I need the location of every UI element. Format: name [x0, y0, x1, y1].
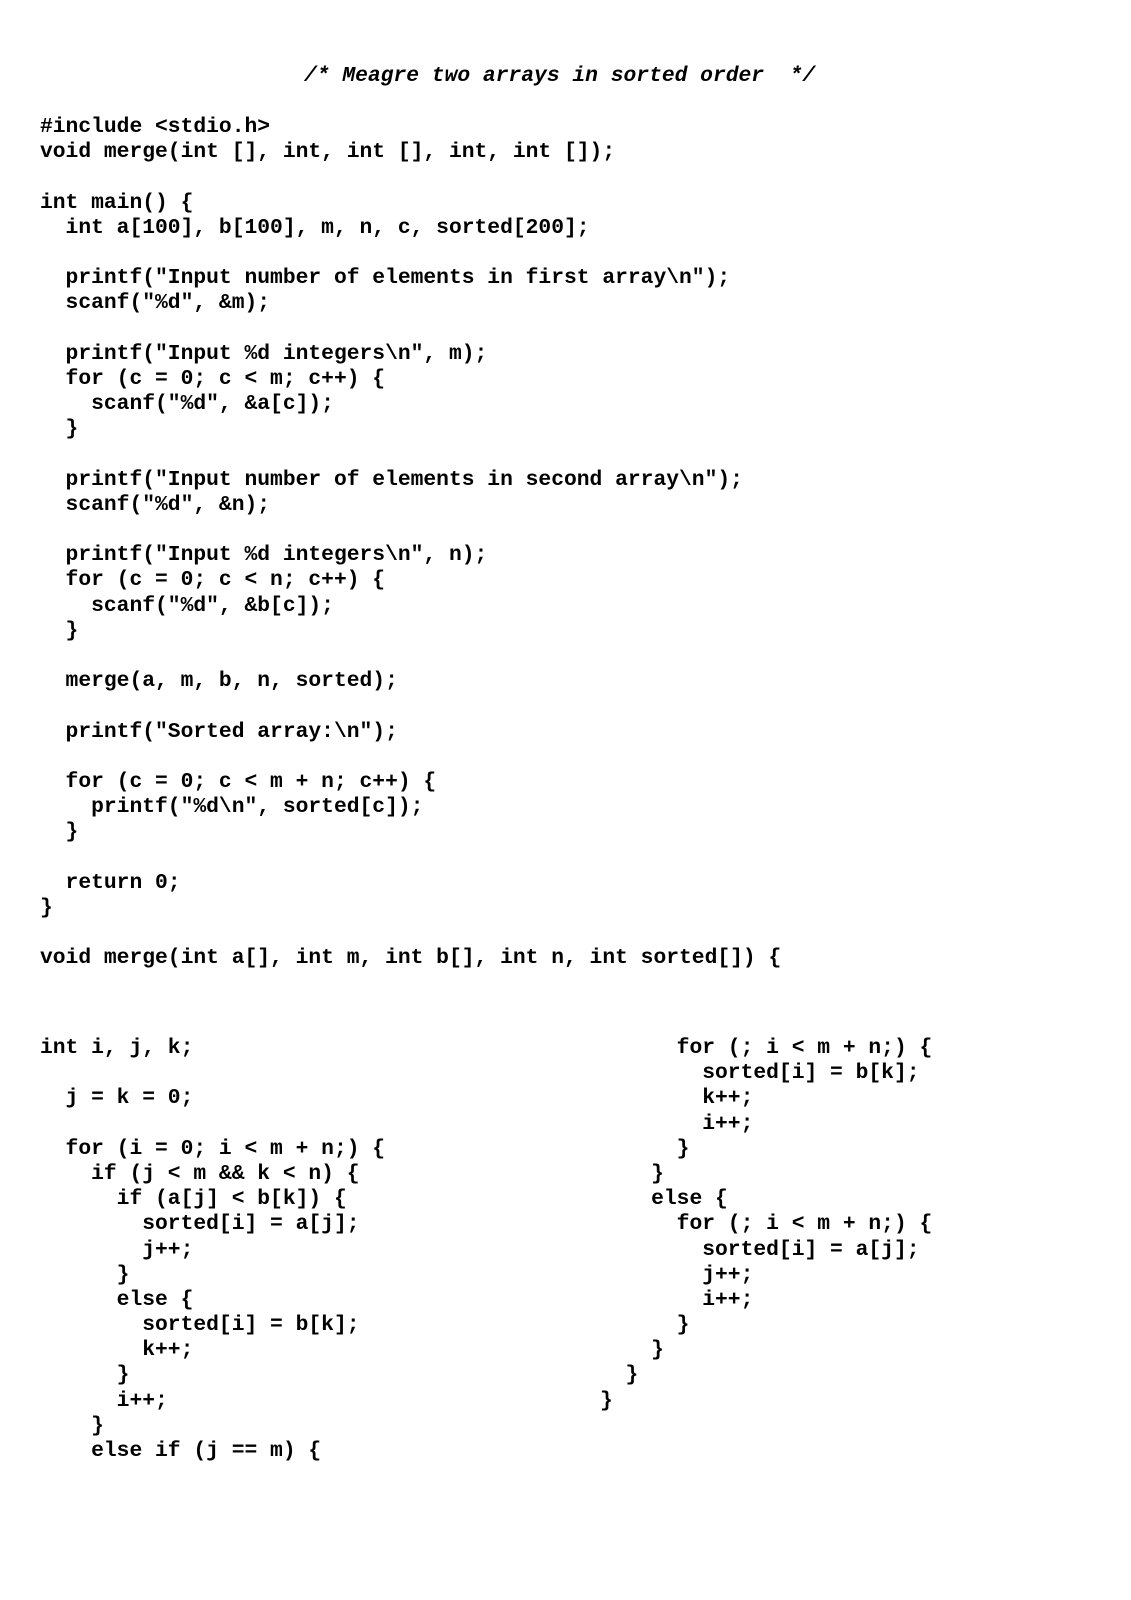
code-line: }	[600, 1388, 613, 1413]
code-line: }	[40, 1262, 130, 1287]
code-line: sorted[i] = b[k];	[40, 1313, 360, 1338]
code-line	[40, 644, 781, 669]
code-line: printf("Input %d integers\n", n);	[40, 543, 488, 568]
code-line	[40, 442, 781, 467]
code-line	[40, 921, 781, 946]
code-line	[40, 518, 781, 543]
code-line: j = k = 0;	[40, 1086, 194, 1111]
code-line: printf("Input %d integers\n", m);	[40, 341, 488, 366]
code-line: sorted[i] = b[k];	[600, 1061, 920, 1086]
code-line: }	[600, 1161, 664, 1186]
code-line: }	[600, 1136, 690, 1161]
code-line: scanf("%d", &a[c]);	[40, 392, 334, 417]
code-line: j++;	[600, 1262, 754, 1287]
code-line: i++;	[40, 1388, 168, 1413]
code-line: int main() {	[40, 190, 194, 215]
code-line: void merge(int [], int, int [], int, int []);	[40, 140, 616, 165]
code-line	[40, 1061, 385, 1086]
code-line: scanf("%d", &n);	[40, 492, 271, 517]
code-line: sorted[i] = a[j];	[600, 1237, 920, 1262]
code-line: printf("%d\n", sorted[c]);	[40, 795, 424, 820]
code-line: }	[600, 1338, 664, 1363]
code-line: j++;	[40, 1237, 194, 1262]
code-line: sorted[i] = a[j];	[40, 1212, 360, 1237]
code-line: else {	[40, 1287, 194, 1312]
code-line: }	[40, 1363, 130, 1388]
code-line: }	[40, 1413, 104, 1438]
code-line: }	[40, 820, 79, 845]
code-line: }	[40, 618, 79, 643]
code-line	[40, 1112, 385, 1137]
code-line: void merge(int a[], int m, int b[], int n, int sorted[]) {	[40, 946, 782, 971]
code-line: }	[40, 895, 53, 920]
code-line	[40, 694, 781, 719]
code-line: k++;	[600, 1086, 754, 1111]
code-block-merge-right	[600, 1036, 932, 1414]
code-line: for (c = 0; c < m; c++) {	[40, 366, 386, 391]
code-line: return 0;	[40, 870, 181, 895]
code-line: printf("Sorted array:\n");	[40, 719, 398, 744]
code-line: }	[600, 1363, 639, 1388]
code-line	[40, 317, 781, 342]
code-line: else {	[600, 1187, 728, 1212]
code-line: int i, j, k;	[40, 1036, 194, 1060]
code-title-comment: /* Meagre two arrays in sorted order */	[304, 64, 816, 88]
code-line: int a[100], b[100], m, n, c, sorted[200];	[40, 215, 590, 240]
code-line: for (c = 0; c < m + n; c++) {	[40, 769, 437, 794]
code-line: #include <stdio.h>	[40, 115, 271, 139]
code-line: merge(a, m, b, n, sorted);	[40, 669, 398, 694]
code-line: k++;	[40, 1338, 194, 1363]
code-line: i++;	[600, 1287, 754, 1312]
code-line: }	[40, 417, 79, 442]
code-line: i++;	[600, 1111, 754, 1136]
code-line: else if (j == m) {	[40, 1439, 322, 1463]
code-line: if (a[j] < b[k]) {	[40, 1187, 347, 1212]
code-line: }	[600, 1313, 690, 1338]
code-line: for (; i < m + n;) {	[600, 1212, 933, 1237]
code-line: scanf("%d", &m);	[40, 291, 271, 316]
code-line: scanf("%d", &b[c]);	[40, 593, 334, 618]
code-line: printf("Input number of elements in first array\n");	[40, 266, 731, 291]
code-line	[40, 165, 781, 190]
code-line: printf("Input number of elements in second array\n");	[40, 467, 743, 492]
code-line	[40, 845, 781, 870]
code-line	[40, 745, 781, 770]
code-line	[40, 241, 781, 266]
code-line: for (i = 0; i < m + n;) {	[40, 1136, 386, 1161]
code-line: for (c = 0; c < n; c++) {	[40, 568, 386, 593]
code-block-main	[40, 115, 781, 971]
code-line: for (; i < m + n;) {	[600, 1036, 933, 1060]
code-block-merge-left	[40, 1036, 385, 1464]
code-line: if (j < m && k < n) {	[40, 1161, 360, 1186]
